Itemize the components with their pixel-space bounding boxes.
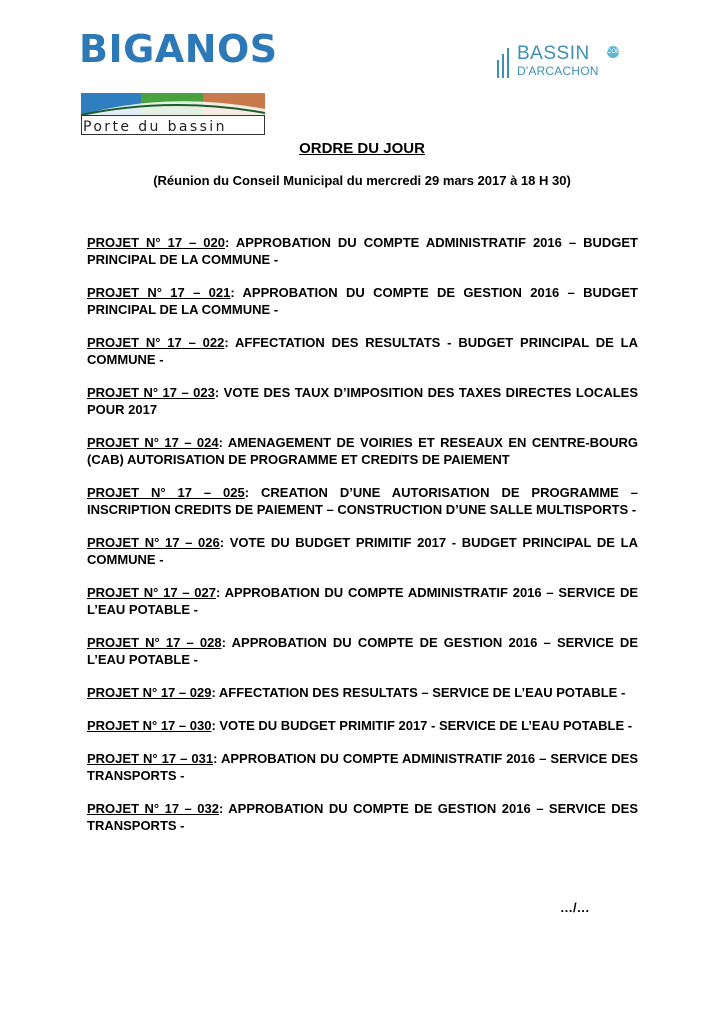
agenda-item — [87, 284, 638, 318]
agenda-item — [87, 484, 638, 518]
page-title: ORDRE DU JOUR — [299, 140, 425, 157]
agenda-item — [87, 750, 638, 784]
project-ref: PROJET N° 17 – 024 — [87, 435, 219, 450]
bassin-bars-icon — [497, 46, 515, 80]
project-ref: PROJET N° 17 – 026 — [87, 535, 220, 550]
project-title: : APPROBATION DU COMPTE ADMINISTRATIF 2016 – SERVICE DE L’EAU POTABLE - — [87, 585, 638, 617]
project-title: : VOTE DU BUDGET PRIMITIF 2017 - BUDGET PRINCIPAL DE LA COMMUNE - — [87, 535, 638, 567]
project-ref: PROJET N° 17 – 028 — [87, 635, 222, 650]
project-title: : APPROBATION DU COMPTE DE GESTION 2016 – SERVICE DES TRANSPORTS - — [87, 801, 638, 833]
biganos-tagline: Porte du bassin — [83, 119, 227, 135]
project-title: : APPROBATION DU COMPTE DE GESTION 2016 – SERVICE DE L’EAU POTABLE - — [87, 635, 638, 667]
project-title: : APPROBATION DU COMPTE DE GESTION 2016 – BUDGET PRINCIPAL DE LA COMMUNE - — [87, 285, 638, 317]
bassin-logo — [497, 43, 629, 84]
agenda-item — [87, 634, 638, 668]
agenda-list — [87, 234, 638, 850]
agenda-item — [87, 334, 638, 368]
agenda-item — [87, 684, 638, 701]
meeting-subtitle: (Réunion du Conseil Municipal du mercredi 29 mars 2017 à 18 H 30) — [153, 173, 571, 188]
agenda-item — [87, 800, 638, 834]
cobas-badge: COBAS — [607, 46, 619, 58]
agenda-item — [87, 234, 638, 268]
bassin-name: BASSIN — [517, 43, 590, 64]
project-title: : APPROBATION DU COMPTE ADMINISTRATIF 2016 – SERVICE DES TRANSPORTS - — [87, 751, 638, 783]
project-ref: PROJET N° 17 – 025 — [87, 485, 245, 500]
project-title: : CREATION D’UNE AUTORISATION DE PROGRAMME – INSCRIPTION CREDITS DE PAIEMENT – CONSTRUCTION D’UNE SALLE MULTISPORTS - — [87, 485, 638, 517]
agenda-item — [87, 717, 638, 734]
arcachon-name: D'ARCACHON — [517, 64, 599, 78]
biganos-wordmark: BIGANOS — [79, 27, 278, 71]
project-title: : AFFECTATION DES RESULTATS – SERVICE DE L’EAU POTABLE - — [211, 685, 626, 700]
agenda-item — [87, 384, 638, 418]
project-ref: PROJET N° 17 – 023 — [87, 385, 215, 400]
agenda-item — [87, 434, 638, 468]
biganos-logo — [79, 27, 278, 135]
continuation-mark: …/… — [560, 900, 590, 915]
project-title: : APPROBATION DU COMPTE ADMINISTRATIF 2016 – BUDGET PRINCIPAL DE LA COMMUNE - — [87, 235, 638, 267]
project-ref: PROJET N° 17 – 029 — [87, 685, 212, 700]
project-ref: PROJET N° 17 – 021 — [87, 285, 231, 300]
project-title: : AMENAGEMENT DE VOIRIES ET RESEAUX EN CENTRE-BOURG (CAB) AUTORISATION DE PROGRAMME ET CREDITS DE PAIEMENT — [87, 435, 638, 467]
project-ref: PROJET N° 17 – 032 — [87, 801, 219, 816]
biganos-logo-band — [79, 93, 265, 115]
project-title: : VOTE DES TAUX D’IMPOSITION DES TAXES DIRECTES LOCALES POUR 2017 — [87, 385, 638, 417]
agenda-item — [87, 584, 638, 618]
project-ref: PROJET N° 17 – 020 — [87, 235, 225, 250]
project-ref: PROJET N° 17 – 031 — [87, 751, 214, 766]
agenda-item — [87, 534, 638, 568]
project-title: : VOTE DU BUDGET PRIMITIF 2017 - SERVICE DE L’EAU POTABLE - — [211, 718, 633, 733]
project-ref: PROJET N° 17 – 027 — [87, 585, 216, 600]
project-title: : AFFECTATION DES RESULTATS - BUDGET PRINCIPAL DE LA COMMUNE - — [87, 335, 638, 367]
project-ref: PROJET N° 17 – 022 — [87, 335, 225, 350]
project-ref: PROJET N° 17 – 030 — [87, 718, 212, 733]
